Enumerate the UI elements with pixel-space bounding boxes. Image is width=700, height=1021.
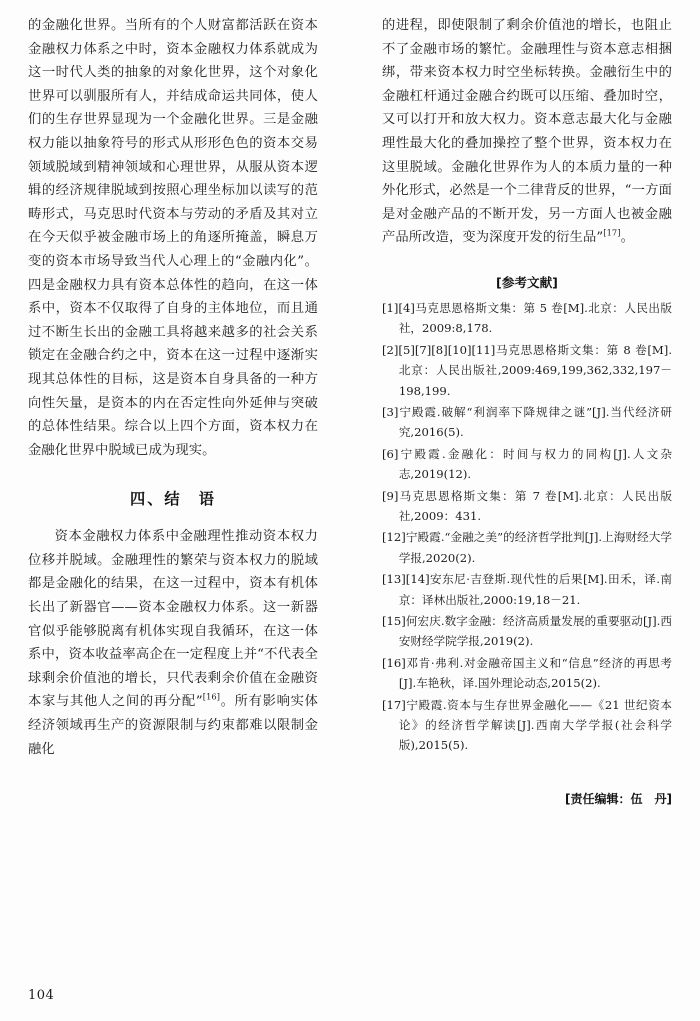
reference-item: [9]马克思恩格斯文集：第 7 卷[M].北京：人民出版社,2009：431. <box>382 488 672 523</box>
reference-item: [12]宁殿霞.“金融之美”的经济哲学批判[J].上海财经大学学报,2020(2). <box>382 530 672 565</box>
reference-mark-16: [16] <box>202 692 221 703</box>
references-list <box>382 298 672 756</box>
conclusion-text-part2: 。所有影响实体经济领域再生产的资源限制与约束都难以限制金融化 <box>28 694 318 757</box>
section-heading-conclusion: 四、结 语 <box>130 490 216 509</box>
continued-text-part1: 的进程，即使限制了剩余价值池的增长，也阻止不了金融市场的繁忙。金融理性与资本意志相捆绑，带来资本权力时空坐标转换。金融衍生中的金融杠杆通过金融合约既可以压缩、叠加时空，又可以打开和放大权力。资本意志最大化与金融理性最大化的叠加操控了整个世界，资本权力在这里脱域。金融化世界作为人的本质力量的一种外化形式，必然是一个二律背反的世界，“一方面是对金融产品的不断开发，另一方面人也被金融产品所改造，变为深度开发的衍生品” <box>382 18 672 246</box>
right-column <box>382 14 672 807</box>
editor-note: [责任编辑：伍 丹] <box>565 791 672 806</box>
reference-item: [13][14]安东尼·吉登斯.现代性的后果[M].田禾，译.南京：译林出版社,2000:19,18－21. <box>382 572 672 607</box>
reference-item: [15]何宏庆.数字金融：经济高质量发展的重要驱动[J].西安财经学院学报,2019(2). <box>382 614 672 649</box>
conclusion-paragraph <box>28 525 318 761</box>
reference-item: [17]宁殿霞.资本与生存世界金融化——《21 世纪资本论》的经济哲学解读[J].西南大学学报(社会科学版),2015(5). <box>382 697 672 753</box>
reference-item: [1][4]马克思恩格斯文集：第 5 卷[M].北京：人民出版社，2009:8,178. <box>382 300 672 336</box>
two-column-layout <box>0 14 700 806</box>
continued-text-part2: 。 <box>620 230 634 246</box>
continued-paragraph: 的金融化世界。当所有的个人财富都活跃在资本金融权力体系之中时，资本金融权力体系就成为这一时代人类的抽象的对象化世界，这个对象化世界可以驯服所有人，并结成命运共同体，使人们的生存世界显现为一个金融化世界。三是金融权力能以抽象符号的形式从形形色色的资本交易领域脱域到精神领域和心理世界，从服从资本逻辑的经济规律脱域到按照心理坐标加以读写的范畴形式，马克思时代资本与劳动的矛盾及其对立在今天似乎被金融市场上的角逐所掩盖，瞬息万变的资本市场导致当代人心理上的“金融内化”。四是金融权力具有资本总体性的趋向，在这一体系中，资本不仅取得了自身的主体地位，而且通过不断生长出的金融工具将越来越多的社会关系锁定在金融合约之中，资本在这一过程中逐渐实现其总体性的目标，这是资本自身具备的一种方向性矢量，是资本的内在否定性向外延伸与突破的总体性结果。综合以上四个方面，资本权力在金融化世界中脱域已成为现实。 <box>28 18 318 458</box>
continued-paragraph-right <box>382 14 672 250</box>
reference-item: [2][5][7][8][10][11]马克思恩格斯文集：第 8 卷[M].北京：人民出版社,2009:469,199,362,332,197－198,199. <box>382 342 672 398</box>
conclusion-text-part1: 资本金融权力体系中金融理性推动资本权力位移并脱域。金融理性的繁荣与资本权力的脱域都是金融化的结果，在这一过程中，资本有机体长出了新器官——资本金融权力体系。这一新器官似乎能够脱离有机体实现自我循环，在这一体系中，资本收益率高企在一定程度上并“不代表全球剩余价值池的增长，只代表剩余价值在金融资本家与其他人之间的再分配” <box>28 529 318 710</box>
reference-item: [3]宁殿霞.破解“利润率下降规律之谜”[J].当代经济研究,2016(5). <box>382 404 672 440</box>
reference-item: [16]邓肯·弗利.对金融帝国主义和“信息”经济的再思考[J].车艳秋，译.国外理论动态,2015(2). <box>382 655 672 691</box>
references-heading: [参考文献] <box>496 274 558 290</box>
left-column <box>28 14 318 761</box>
page-number: 104 <box>28 988 55 1003</box>
reference-item: [6]宁殿霞.金融化：时间与权力的同构[J].人文杂志,2019(12). <box>382 446 672 482</box>
reference-mark-17: [17] <box>603 227 621 238</box>
